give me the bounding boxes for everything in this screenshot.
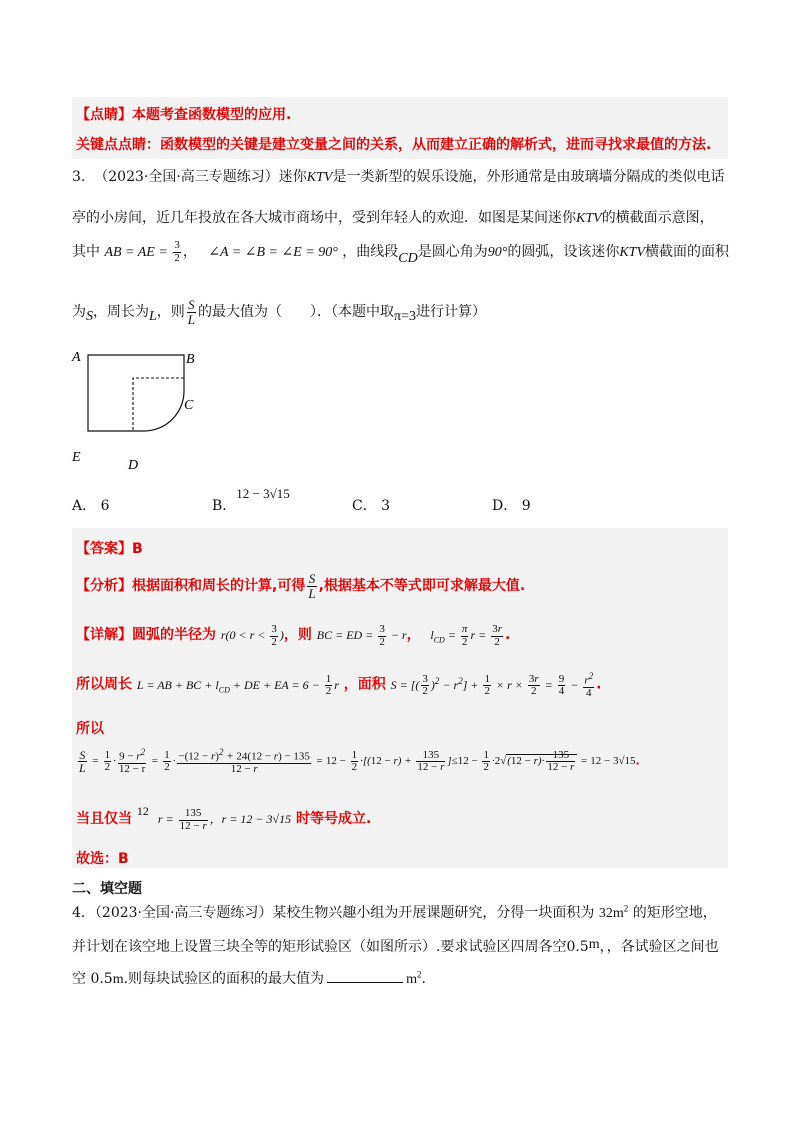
label-E: E (72, 450, 81, 465)
equality-line: 当且仅当 12 r = $\frac{135}{12 - r}$ ，r = 12 − 3√15 时等号成立. (76, 804, 372, 832)
choose-line: 故选：B (76, 851, 129, 867)
label-B: B (186, 352, 195, 367)
section-title: 二、填空题 (72, 881, 142, 897)
key-point-line: 关键点点睛：函数模型的关键是建立变量之间的关系，从而建立正确的解析式，进而寻找求最值的方法. (76, 137, 712, 153)
q4-line-2: 并计划在该空地上设置三块全等的矩形试验区（如图所示）.要求试验区四周各空0.5m，，各试验区之间也 (72, 937, 719, 955)
ktv-cross-section-figure (68, 345, 208, 475)
q4-line-1: 4．（2023·全国·高三专题练习）某校生物兴趣小组为开展课题研究，分得一块面积为 $32m^2$ 的矩形空地， (72, 903, 717, 921)
perimeter-line: 所以周长 L = AB + BC + $l_{CD}$ + DE + EA = 6 − $\frac{1}{2}$ r ，面积 S = [( $\frac{3}{2}$ )$^2 - r^2$] + $\frac{1}{2}$ × r × $\frac{3r}{2}$ = $\frac{9}{4}$ − $\frac{r^2}{4}$ . (76, 671, 602, 700)
option-b[interactable]: B．12 − 3√15 (212, 486, 290, 514)
so-label: 所以 (76, 721, 104, 737)
figure-dashed-radius (133, 378, 184, 431)
label-A: A (72, 350, 81, 365)
q3-line-1: 3. （2023·全国·高三专题练习）迷你KTV是一类新型的娱乐设施，外形通常是由玻璃墙分隔成的类似电话 (72, 169, 725, 185)
detail-line: 【详解】圆弧的半径为 r(0 < r < $\frac{3}{2}$ )，则 BC = ED = $\frac{3}{2}$ − r， $l_{CD}$ = $\frac{\pi}{2}$ r = $\frac{3r}{2}$ . (76, 623, 511, 648)
analysis-line: 【分析】根据面积和周长的计算,可得 $\frac{S}{L}$ ,根据基本不等式即可求解最大值. (76, 571, 526, 601)
answer-blank[interactable] (327, 982, 403, 983)
q3-line-2: 亭的小房间，近几年投放在各大城市商场中，受到年轻人的欢迎．如图是某间迷你KTV的横截面示意图， (72, 210, 714, 226)
q3-line-3: 其中 AB = AE = $\frac{3}{2}$ ， ∠A = ∠B = ∠E = 90° ，曲线段CD是圆心角为90°的圆弧，设该迷你KTV横截面的面积 (72, 239, 730, 267)
q3-line-4: 为S，周长为L，则 $\frac{S}{L}$ 的最大值为（ ）．（本题中取π=3进行计算） (72, 297, 486, 327)
option-c[interactable]: C． 3 (352, 498, 391, 514)
q4-line-3: 空 0.5m.则每块试验区的面积的最大值为 $m^2$. (72, 969, 426, 987)
label-D: D (128, 458, 139, 473)
label-C: C (184, 398, 194, 413)
answer-label: 【答案】B (76, 541, 143, 557)
option-d[interactable]: D． 9 (492, 498, 531, 514)
main-inequality: $\frac{S}{L}$ = $\frac{1}{2}$ · $\frac{9 - r^2}{12 - r}$ = $\frac{1}{2}$ · $\frac{-(12 - r)^2 + 24(12 - r) - 135}{12 - r}$ = 12 − $\frac{1}{2}$ ·[(12 − r) + $\frac{135}{12 - r}$ ]≤12 − $\frac{1}{2}$ ·2√(12 − r)· $\frac{135}{12 - r}$ = 12 − 3√15. (79, 747, 640, 776)
comment-line: 【点睛】本题考查函数模型的应用. (76, 107, 292, 123)
option-a[interactable]: A． 6 (72, 498, 110, 514)
figure-outline (88, 355, 184, 431)
